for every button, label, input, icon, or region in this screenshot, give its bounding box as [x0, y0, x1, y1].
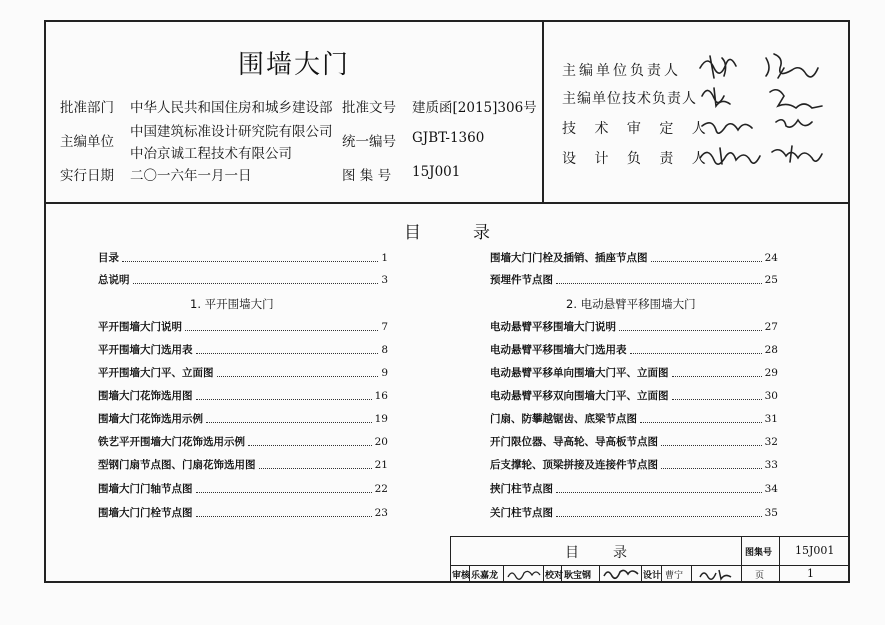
chief-unit-label: 主编单位 — [60, 134, 114, 150]
approve-doc: 建质函[2015]306号 — [412, 100, 537, 116]
page-no: 1 — [807, 567, 814, 580]
toc-entry[interactable]: 围墙大门门轴节点图 22 — [98, 483, 388, 495]
toc-entry[interactable]: 电动悬臂平移围墙大门说明 27 — [490, 321, 778, 333]
design-name: 曹宁 — [665, 571, 684, 581]
check-signature — [602, 567, 640, 581]
header-info — [46, 22, 544, 202]
header-signatures — [544, 22, 848, 202]
review-label: 审核 — [452, 571, 471, 581]
atlas-no-label: 图集号 — [745, 548, 773, 558]
toc-entry[interactable]: 铁艺平开围墙大门花饰选用示例 20 — [98, 436, 388, 448]
toc-entry[interactable]: 平开围墙大门说明 7 — [98, 321, 388, 333]
toc-entry[interactable]: 围墙大门门栓及插销、插座节点图 24 — [490, 252, 778, 264]
toc-entry[interactable]: 围墙大门花饰选用图 16 — [98, 390, 388, 402]
role-label: 技 术 审 定 人 — [562, 121, 713, 137]
toc-entry[interactable]: 围墙大门门栓节点图 23 — [98, 507, 388, 519]
design-label: 设计 — [643, 571, 662, 581]
impl-date-label: 实行日期 — [60, 168, 114, 184]
toc-entry[interactable]: 后支撑轮、顶梁拼接及连接件节点图 33 — [490, 459, 778, 471]
toc-entry[interactable]: 总说明 3 — [98, 274, 388, 286]
chief-unit-2: 中冶京诚工程技术有限公司 — [130, 146, 292, 162]
section-title-1: 1. 平开围墙大门 — [190, 297, 274, 311]
unified-no-label: 统一编号 — [342, 134, 396, 150]
design-signature — [697, 567, 737, 581]
toc-entry[interactable]: 平开围墙大门选用表 8 — [98, 344, 388, 356]
page-label: 页 — [755, 571, 765, 581]
drawing-frame — [44, 20, 850, 583]
review-signature — [506, 567, 542, 581]
toc-entry[interactable]: 关门柱节点图 35 — [490, 507, 778, 519]
chief-unit-1: 中国建筑标准设计研究院有限公司 — [130, 124, 333, 140]
toc-heading-1: 目 — [404, 223, 421, 243]
toc-entry[interactable]: 型钢门扇节点图、门扇花饰选用图 21 — [98, 459, 388, 471]
role-label: 主编单位技术负责人 — [562, 91, 697, 107]
toc-heading-2: 录 — [473, 223, 490, 243]
check-name: 耿宝钢 — [564, 571, 592, 581]
toc-entry[interactable]: 平开围墙大门平、立面图 9 — [98, 367, 388, 379]
atlas-title: 围墙大门 — [237, 50, 350, 80]
toc-entry[interactable]: 开门限位器、导高轮、导高板节点图 32 — [490, 436, 778, 448]
toc-entry[interactable]: 挟门柱节点图 34 — [490, 483, 778, 495]
review-name: 乐嘉龙 — [471, 571, 499, 581]
signature-image — [696, 48, 844, 178]
approve-dept: 中华人民共和国住房和城乡建设部 — [130, 100, 333, 116]
unified-no: GJBT-1360 — [412, 130, 485, 146]
title-block-name: 目 录 — [565, 545, 627, 561]
toc-entry[interactable]: 门扇、防攀越锯齿、底梁节点图 31 — [490, 413, 778, 425]
toc-entry[interactable]: 预埋件节点图 25 — [490, 274, 778, 286]
atlas-no: 15J001 — [412, 164, 461, 180]
role-label: 设 计 负 责 人 — [562, 151, 713, 167]
toc-entry[interactable]: 围墙大门花饰选用示例 19 — [98, 413, 388, 425]
atlas-no: 15J001 — [795, 544, 835, 557]
check-label: 校对 — [545, 571, 564, 581]
toc-entry[interactable]: 目录 1 — [98, 252, 388, 264]
impl-date: 二〇一六年一月一日 — [130, 168, 252, 184]
toc-entry[interactable]: 电动悬臂平移围墙大门选用表 28 — [490, 344, 778, 356]
header-block — [46, 22, 848, 204]
role-label: 主编单位负责人 — [562, 63, 681, 79]
section-title-2: 2. 电动悬臂平移围墙大门 — [566, 297, 696, 311]
atlas-no-label: 图 集 号 — [342, 168, 392, 184]
toc-entry[interactable]: 电动悬臂平移单向围墙大门平、立面图 29 — [490, 367, 778, 379]
toc-heading — [46, 218, 848, 243]
title-block — [450, 536, 849, 582]
toc-entry[interactable]: 电动悬臂平移双向围墙大门平、立面图 30 — [490, 390, 778, 402]
approve-dept-label: 批准部门 — [60, 100, 114, 116]
approve-doc-label: 批准文号 — [342, 100, 396, 116]
